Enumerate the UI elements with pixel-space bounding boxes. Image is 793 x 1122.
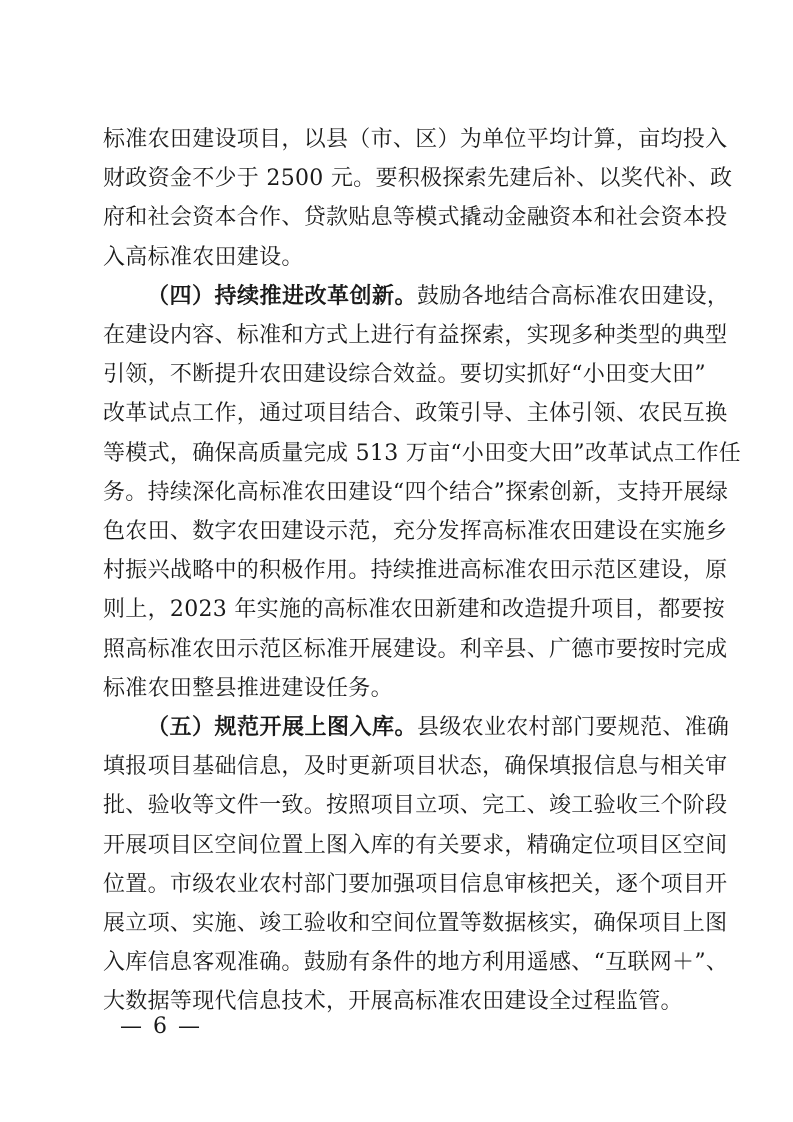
paragraph-reform-innovation [103, 277, 742, 708]
text-line: 填报项目基础信息，及时更新项目状态，确保填报信息与相关审 [103, 754, 728, 780]
page-number: — 6 — [120, 1014, 202, 1039]
text-line: 位置。市级农业农村部门要加强项目信息审核把关，逐个项目开 [103, 871, 728, 897]
section-heading-5: （五）规范开展上图入库。 [147, 715, 418, 741]
text-line: 色农田、数字农田建设示范，充分发挥高标准农田建设在实施乡 [103, 519, 728, 545]
text-line: 展立项、实施、竣工验收和空间位置等数据核实，确保项目上图 [103, 911, 728, 937]
text-line: 引领，不断提升农田建设综合效益。要切实抓好“小田变大田” [103, 362, 706, 388]
text-line: 入高标准农田建设。 [103, 244, 304, 270]
text-line: 标准农田建设项目，以县（市、区）为单位平均计算，亩均投入 [103, 127, 728, 152]
paragraph-mapping-database [103, 708, 730, 1022]
text-run: 鼓励各地结合高标准农田建设， [417, 283, 730, 309]
paragraph-funding [103, 120, 733, 277]
document-body [103, 120, 742, 1022]
text-line: 开展项目区空间位置上图入库的有关要求，精确定位项目区空间 [103, 832, 728, 858]
text-line: 财政资金不少于 2500 元。要积极探索先建后补、以奖代补、政 [103, 166, 733, 192]
text-line: 批、验收等文件一致。按照项目立项、完工、竣工验收三个阶段 [103, 793, 728, 819]
text-line: 在建设内容、标准和方式上进行有益探索，实现多种类型的典型 [103, 323, 728, 349]
text-line: 务。持续深化高标准农田建设“四个结合”探索创新，支持开展绿 [103, 479, 729, 505]
text-line: 则上，2023 年实施的高标准农田新建和改造提升项目，都要按 [103, 597, 725, 623]
text-run: 县级农业农村部门要规范、准确 [417, 715, 730, 741]
text-line: 等模式，确保高质量完成 513 万亩“小田变大田”改革试点工作任 [103, 440, 742, 466]
text-line: 改革试点工作，通过项目结合、政策引导、主体引领、农民互换 [103, 401, 728, 427]
text-line-first [103, 708, 730, 747]
text-line: 标准农田整县推进建设任务。 [103, 675, 393, 701]
section-heading-4: （四）持续推进改革创新。 [147, 283, 418, 309]
text-line: 入库信息客观准确。鼓励有条件的地方利用遥感、“互联网＋”、 [103, 950, 729, 976]
text-line: 府和社会资本合作、贷款贴息等模式撬动金融资本和社会资本投 [103, 205, 728, 231]
text-line: 大数据等现代信息技术，开展高标准农田建设全过程监管。 [103, 989, 683, 1015]
text-line: 照高标准农田示范区标准开展建设。利辛县、广德市要按时完成 [103, 636, 728, 662]
text-line: 村振兴战略中的积极作用。持续推进高标准农田示范区建设，原 [103, 558, 728, 584]
text-line-first [103, 277, 730, 316]
